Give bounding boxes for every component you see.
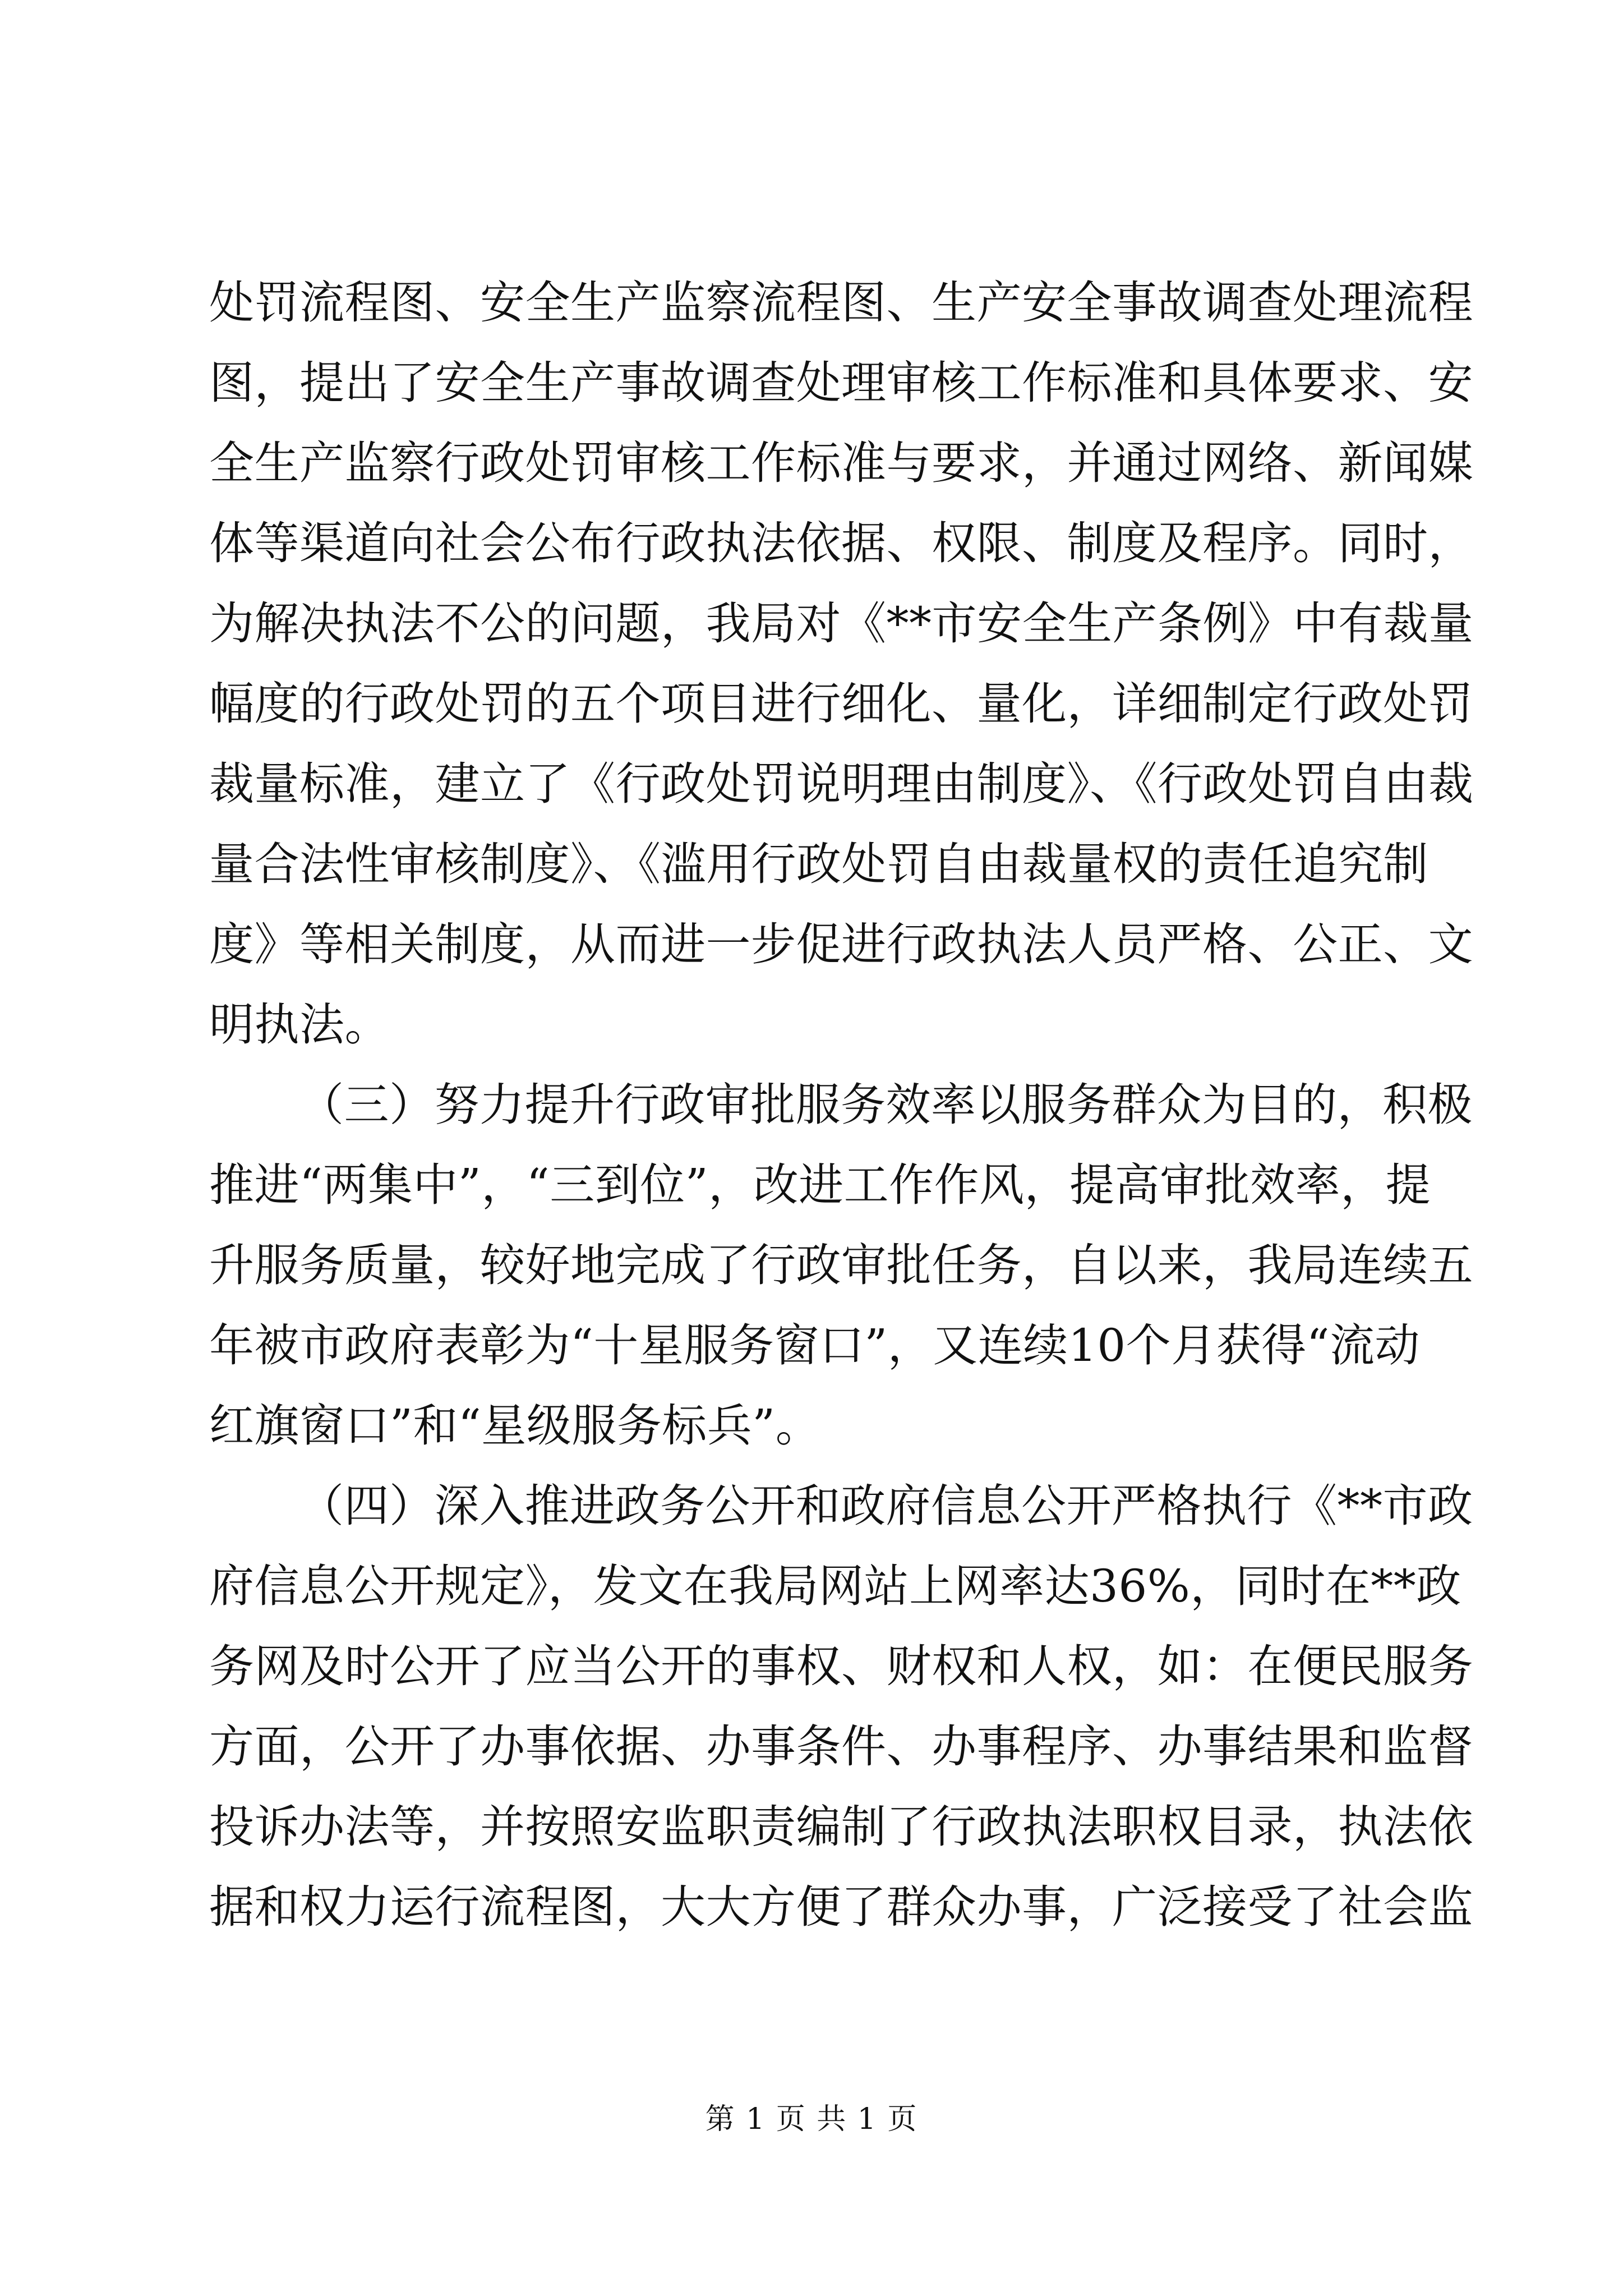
text-line: 投诉办法等，并按照安监职责编制了行政执法职权目录，执法依 bbox=[209, 1801, 1473, 1853]
text-line: 府信息公开规定》，发文在我局网站上网率达36%，同时在**政 bbox=[209, 1560, 1461, 1612]
text-line: 红旗窗口”和“星级服务标兵”。 bbox=[209, 1400, 821, 1452]
text-line: 裁量标准，建立了《行政处罚说明理由制度》、《行政处罚自由裁 bbox=[209, 758, 1474, 810]
text-line: 升服务质量，较好地完成了行政审批任务，自以来，我局连续五 bbox=[209, 1239, 1473, 1291]
paragraph-start-line: （四）深入推进政务公开和政府信息公开严格执行《**市政 bbox=[299, 1480, 1473, 1532]
text-line: 幅度的行政处罚的五个项目进行细化、量化，详细制定行政处罚 bbox=[209, 678, 1473, 730]
text-line: 图，提出了安全生产事故调查处理审核工作标准和具体要求、安 bbox=[209, 357, 1473, 409]
text-line: 量合法性审核制度》、《滥用行政处罚自由裁量权的责任追究制 bbox=[209, 838, 1428, 890]
text-line: 方面，公开了办事依据、办事条件、办事程序、办事结果和监督 bbox=[209, 1720, 1473, 1773]
text-line: 年被市政府表彰为“十星服务窗口”，又连续10个月获得“流动 bbox=[209, 1319, 1420, 1372]
body-text bbox=[209, 263, 1474, 1947]
text-line: 为解决执法不公的问题，我局对《**市安全生产条例》中有裁量 bbox=[209, 597, 1474, 650]
page-footer: 第 1 页 共 1 页 bbox=[705, 2102, 918, 2136]
text-line: 全生产监察行政处罚审核工作标准与要求，并通过网络、新闻媒 bbox=[209, 437, 1473, 489]
text-line: 务网及时公开了应当公开的事权、财权和人权，如：在便民服务 bbox=[209, 1640, 1473, 1692]
text-line: 度》等相关制度，从而进一步促进行政执法人员严格、公正、文 bbox=[209, 918, 1473, 970]
text-line: 处罚流程图、安全生产监察流程图、生产安全事故调查处理流程 bbox=[209, 277, 1473, 329]
text-line: 体等渠道向社会公布行政执法依据、权限、制度及程序。同时， bbox=[209, 517, 1473, 569]
paragraph-start-line: （三）努力提升行政审批服务效率以服务群众为目的，积极 bbox=[299, 1079, 1473, 1131]
text-line: 明执法。 bbox=[209, 999, 390, 1051]
text-line: 据和权力运行流程图，大大方便了群众办事，广泛接受了社会监 bbox=[209, 1881, 1473, 1933]
text-line: 推进“两集中”，“三到位”，改进工作作风，提高审批效率，提 bbox=[209, 1159, 1431, 1211]
